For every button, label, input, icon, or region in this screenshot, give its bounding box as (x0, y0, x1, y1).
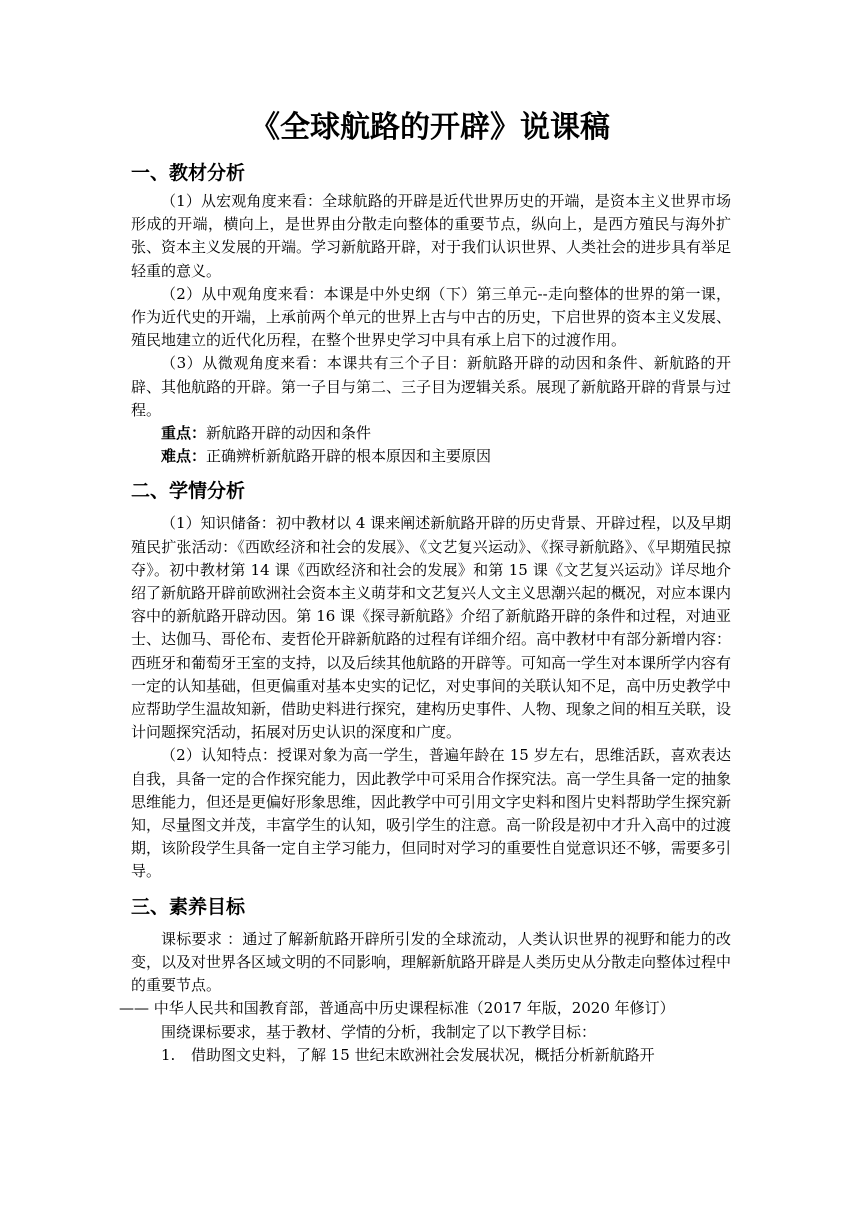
difficult-point-text: 正确辨析新航路开辟的根本原因和主要原因 (206, 447, 492, 466)
list-item (131, 1044, 731, 1067)
document-title: 《全球航路的开辟》说课稿 (250, 110, 610, 145)
paragraph: 课标要求 ：通过了解新航路开辟所引发的全球流动，人类认识世界的视野和能力的改变，以及对世界各区域文明的不同影响，理解新航路开辟是人类历史从分散走向整体过程中的重要节点。 (131, 929, 732, 995)
paragraph: （1）从宏观角度来看：全球航路的开辟是近代世界历史的开端，是资本主义世界市场形成的开端，横向上，是世界由分散走向整体的重要节点，纵向上，是西方殖民与海外扩张、资本主义发展的开端。学习新航路开辟，对于我们认识世界、人类社会的进步具有举足轻重的意义。 (131, 192, 732, 280)
section-textbook-analysis (131, 156, 731, 468)
key-point-label: 重点： (161, 424, 207, 443)
paragraph: （2）认知特点：授课对象为高一学生，普遍年龄在 15 岁左右，思维活跃，喜欢表达自我，具备一定的合作探究能力，因此教学中可采用合作探究法。高一学生具备一定的抽象思维能力，但还是更偏好形象思维，因此教学中可引用文字史料和图片史料帮助学生探究新知，尽量图文并茂，丰富学生的认知，吸引学生的注意。高一阶段是初中才升入高中的过渡期，该阶段学生具备一定自主学习能力，但同时对学习的重要性自觉意识还不够，需要多引导。 (131, 746, 732, 881)
difficult-point-label: 难点： (161, 447, 207, 466)
document-body (119, 156, 732, 1067)
citation: —— 中华人民共和国教育部，普通高中历史课程标准（2017 年版，2020 年修订） (119, 999, 675, 1018)
difficult-point (131, 445, 731, 468)
paragraph: （2）从中观角度来看：本课是中外史纲（下）第三单元--走向整体的世界的第一课，作为近代史的开端，上承前两个单元的世界上古与中古的历史，下启世界的资本主义发展、殖民地建立的近代化历程，在整个世界史学习中具有承上启下的过渡作用。 (131, 284, 732, 350)
key-point-text: 新航路开辟的动因和条件 (206, 424, 372, 443)
section-learner-analysis (131, 474, 731, 883)
key-point (131, 422, 731, 445)
paragraph: （1）知识储备：初中教材以 4 课来阐述新航路开辟的历史背景、开辟过程，以及早期殖民扩张活动：《西欧经济和社会的发展》、《文艺复兴运动》、《探寻新航路》、《早期殖民掠夺》。初中教材第 14 课《西欧经济和社会的发展》和第 15 课《文艺复兴运动》详尽地介绍了新航路开辟前欧洲社会资本主义萌芽和文艺复兴人文主义思潮兴起的概况，对应本课内容中的新航路开辟动因。第 16 课《探寻新航路》介绍了新航路开辟的条件和过程，对迪亚士、达伽马、哥伦布、麦哲伦开辟新航路的过程有详细介绍。高中教材中有部分新增内容：西班牙和葡萄牙王室的支持，以及后续其他航路的开辟等。可知高一学生对本课所学内容有一定的认知基础，但更偏重对基本史实的记忆，对史事间的关联认知不足，高中历史教学中应帮助学生温故知新，借助史料进行探究，建构历史事件、人物、现象之间的相互关联，设计问题探究活动，拓展对历史认识的深度和广度。 (131, 514, 732, 742)
paragraph: （3）从微观角度来看：本课共有三个子目：新航路开辟的动因和条件、新航路的开辟、其他航路的开辟。第一子目与第二、三子目为逻辑关系。展现了新航路开辟的背景与过程。 (131, 354, 732, 419)
paragraph: 围绕课标要求，基于教材、学情的分析，我制定了以下教学目标： (161, 1022, 597, 1041)
section-literacy-goals (119, 890, 732, 1067)
list-item-number: 1. (161, 1045, 176, 1064)
section-heading: 三、素养目标 (131, 895, 246, 918)
section-heading: 二、学情分析 (131, 480, 246, 503)
section-heading: 一、教材分析 (131, 162, 246, 184)
list-item-text: 借助图文史料，了解 15 世纪末欧洲社会发展状况，概括分析新航路开 (191, 1045, 655, 1064)
